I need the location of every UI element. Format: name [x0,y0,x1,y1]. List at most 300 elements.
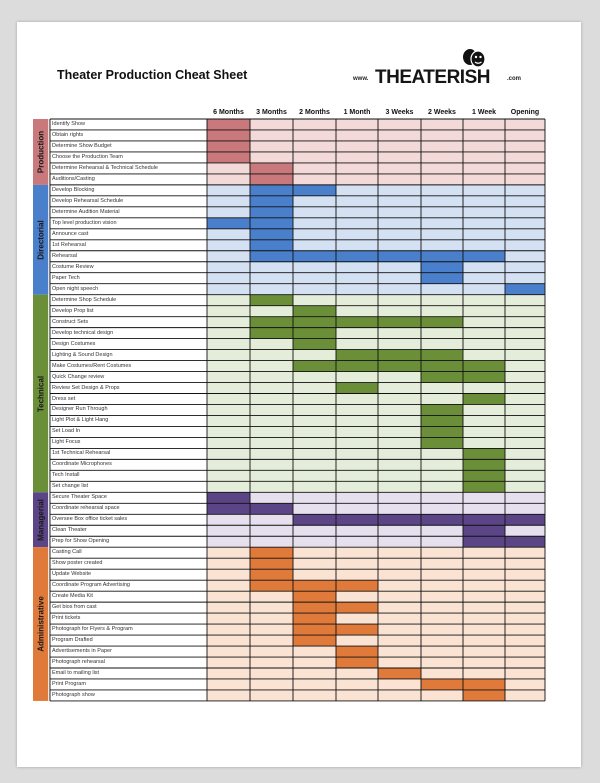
schedule-cell [378,624,421,635]
schedule-cell [293,130,336,141]
schedule-cell [207,163,250,174]
schedule-cell [378,306,421,317]
schedule-cell [207,602,250,613]
schedule-cell-filled [463,470,505,481]
schedule-cell-filled [250,174,293,185]
schedule-cell-filled [293,306,336,317]
schedule-cell [421,130,463,141]
schedule-cell [250,459,293,470]
schedule-cell [250,690,293,701]
schedule-cell [293,262,336,273]
schedule-cell [505,426,545,437]
schedule-cell [421,470,463,481]
schedule-cell-filled [293,580,336,591]
schedule-cell-filled [207,218,250,229]
schedule-cell [463,383,505,394]
task-label: Prep for Show Opening [52,538,110,545]
schedule-cell [421,119,463,130]
schedule-cell [505,251,545,262]
schedule-cell [207,174,250,185]
schedule-cell [207,613,250,624]
schedule-cell [421,635,463,646]
schedule-cell [421,558,463,569]
column-header-7: Opening [510,109,540,116]
schedule-cell [463,185,505,196]
task-label: Announce cast [52,230,89,237]
schedule-cell [336,163,378,174]
schedule-cell [207,514,250,525]
schedule-cell-filled [293,185,336,196]
schedule-cell [505,602,545,613]
schedule-cell [293,383,336,394]
schedule-cell [336,185,378,196]
column-header-5: 2 Weeks [428,109,456,116]
schedule-cell [250,646,293,657]
schedule-cell [463,437,505,448]
schedule-cell [505,503,545,514]
schedule-cell [293,481,336,492]
schedule-cell [207,306,250,317]
schedule-cell [421,525,463,536]
schedule-cell-filled [336,624,378,635]
schedule-cell-filled [293,251,336,262]
schedule-cell [336,394,378,405]
schedule-cell-filled [250,317,293,328]
schedule-cell [378,525,421,536]
schedule-cell [250,470,293,481]
schedule-cell-filled [421,404,463,415]
schedule-cell [378,273,421,284]
schedule-cell [421,591,463,602]
schedule-cell [421,284,463,295]
schedule-cell [336,558,378,569]
schedule-cell [293,536,336,547]
schedule-cell [378,328,421,339]
schedule-cell [336,119,378,130]
schedule-cell [336,372,378,383]
schedule-cell-filled [421,361,463,372]
schedule-cell [505,130,545,141]
schedule-cell [207,536,250,547]
task-label: Lighting & Sound Design [52,351,113,358]
schedule-cell-filled [378,361,421,372]
schedule-cell [336,328,378,339]
schedule-cell [336,679,378,690]
schedule-cell [463,262,505,273]
schedule-cell [378,657,421,668]
schedule-cell [250,284,293,295]
schedule-cell [505,558,545,569]
schedule-cell-filled [463,536,505,547]
schedule-cell [250,404,293,415]
schedule-cell [463,218,505,229]
schedule-cell [336,547,378,558]
schedule-cell [207,295,250,306]
schedule-cell [336,141,378,152]
schedule-cell [505,306,545,317]
schedule-cell [505,394,545,405]
task-label: Choose the Production Team [52,153,123,160]
schedule-cell [250,361,293,372]
schedule-cell [250,525,293,536]
schedule-cell-filled [421,426,463,437]
schedule-cell-filled [421,262,463,273]
schedule-cell [293,657,336,668]
schedule-cell [207,635,250,646]
schedule-cell [505,437,545,448]
schedule-cell [378,448,421,459]
task-label: Construct Sets [52,318,89,325]
schedule-cell-filled [421,679,463,690]
schedule-cell-filled [421,273,463,284]
schedule-cell [250,481,293,492]
schedule-cell [293,394,336,405]
schedule-cell [463,273,505,284]
task-label: Light Focus [52,439,81,446]
schedule-cell [378,690,421,701]
schedule-cell [505,207,545,218]
schedule-cell [336,284,378,295]
schedule-cell [378,426,421,437]
schedule-cell [250,350,293,361]
schedule-cell-filled [463,251,505,262]
schedule-cell [207,207,250,218]
schedule-cell-filled [293,339,336,350]
schedule-cell [250,130,293,141]
schedule-cell [250,657,293,668]
schedule-cell [336,218,378,229]
schedule-cell [463,602,505,613]
task-label: 1st Technical Rehearsal [52,450,111,457]
schedule-cell-filled [250,163,293,174]
schedule-cell [378,196,421,207]
schedule-cell [293,404,336,415]
schedule-cell-filled [250,295,293,306]
schedule-cell [463,635,505,646]
schedule-cell [207,679,250,690]
schedule-cell-filled [250,218,293,229]
schedule-cell [336,437,378,448]
schedule-cell [505,591,545,602]
schedule-cell [463,558,505,569]
schedule-cell [505,613,545,624]
schedule-cell [336,459,378,470]
schedule-cell [463,492,505,503]
task-label: Photograph show [52,691,95,698]
schedule-cell [378,383,421,394]
schedule-cell [463,591,505,602]
schedule-cell [421,174,463,185]
task-label: Review Set Design & Props [52,384,120,391]
schedule-cell [421,448,463,459]
schedule-cell-filled [463,481,505,492]
schedule-cell-filled [250,328,293,339]
schedule-cell [378,372,421,383]
task-label: Print tickets [52,615,81,622]
schedule-cell [378,218,421,229]
schedule-cell [505,481,545,492]
schedule-cell [207,372,250,383]
task-label: Print Program [52,680,86,687]
schedule-cell [336,130,378,141]
task-label: Auditions/Casting [52,175,95,182]
task-label: Design Costumes [52,340,96,347]
schedule-cell [378,262,421,273]
schedule-cell [463,339,505,350]
schedule-cell [207,394,250,405]
schedule-cell [207,284,250,295]
schedule-cell-filled [336,383,378,394]
task-label: Quick Change review [52,373,105,380]
schedule-cell [378,240,421,251]
schedule-cell-filled [293,624,336,635]
schedule-cell [250,668,293,679]
schedule-cell [505,163,545,174]
schedule-cell [505,415,545,426]
schedule-cell [293,668,336,679]
schedule-cell [250,591,293,602]
schedule-cell [207,558,250,569]
task-label: Secure Theater Space [52,494,107,501]
schedule-cell [293,284,336,295]
schedule-cell-filled [336,361,378,372]
schedule-cell [293,437,336,448]
schedule-cell-filled [250,229,293,240]
schedule-cell [505,218,545,229]
schedule-cell [250,415,293,426]
schedule-cell [421,668,463,679]
schedule-cell [378,174,421,185]
schedule-cell [505,229,545,240]
task-label: Designer Run Through [52,406,108,413]
schedule-cell-filled [293,635,336,646]
schedule-cell [293,569,336,580]
schedule-cell [293,240,336,251]
schedule-cell [421,328,463,339]
schedule-cell [463,130,505,141]
schedule-cell [207,668,250,679]
schedule-cell [336,591,378,602]
task-label: Program Drafted [52,637,93,644]
schedule-cell [378,295,421,306]
schedule-cell [421,240,463,251]
schedule-cell [378,119,421,130]
schedule-cell-filled [336,514,378,525]
schedule-cell [207,580,250,591]
schedule-cell [421,602,463,613]
schedule-cell-filled [421,251,463,262]
schedule-cell [378,470,421,481]
schedule-cell [207,350,250,361]
schedule-cell-filled [378,514,421,525]
schedule-cell [207,383,250,394]
schedule-cell [293,646,336,657]
schedule-cell [421,218,463,229]
schedule-cell [421,339,463,350]
schedule-cell [378,635,421,646]
schedule-cell-filled [463,525,505,536]
schedule-cell [463,503,505,514]
schedule-cell-filled [250,185,293,196]
schedule-cell [207,624,250,635]
schedule-cell [421,481,463,492]
schedule-cell [421,185,463,196]
schedule-cell-filled [336,646,378,657]
schedule-cell-filled [378,251,421,262]
schedule-cell [207,448,250,459]
schedule-cell [463,547,505,558]
schedule-cell [505,339,545,350]
schedule-cell [463,174,505,185]
schedule-cell [250,119,293,130]
schedule-cell [207,547,250,558]
schedule-cell [378,547,421,558]
schedule-cell [463,295,505,306]
schedule-cell [421,503,463,514]
schedule-cell [207,196,250,207]
schedule-cell [336,152,378,163]
schedule-cell [207,404,250,415]
schedule-cell [505,525,545,536]
schedule-cell [505,141,545,152]
logo-prefix: www. [353,76,369,82]
schedule-cell-filled [421,317,463,328]
schedule-cell [505,646,545,657]
schedule-cell [336,569,378,580]
schedule-cell [336,240,378,251]
schedule-cell [293,207,336,218]
schedule-cell [505,317,545,328]
schedule-cell [421,459,463,470]
task-label: Make Costumes/Rent Costumes [52,362,132,369]
schedule-cell [207,229,250,240]
schedule-cell-filled [421,437,463,448]
schedule-cell [378,437,421,448]
schedule-cell-filled [421,350,463,361]
schedule-cell [378,613,421,624]
column-header-1: 3 Months [256,109,287,116]
schedule-cell-filled [250,207,293,218]
schedule-cell [421,624,463,635]
schedule-cell [207,591,250,602]
schedule-cell [463,657,505,668]
schedule-cell [421,580,463,591]
schedule-cell [421,569,463,580]
task-label: Coordinate Program Advertising [52,582,130,589]
schedule-cell-filled [463,679,505,690]
schedule-cell [378,185,421,196]
schedule-cell [207,185,250,196]
schedule-cell [250,273,293,284]
schedule-cell-filled [505,536,545,547]
schedule-cell [293,350,336,361]
task-label: Obtain rights [52,131,84,138]
schedule-cell [421,229,463,240]
schedule-cell [463,624,505,635]
task-label: Identify Show [52,121,86,127]
schedule-cell [505,295,545,306]
schedule-cell [207,459,250,470]
schedule-cell [336,470,378,481]
schedule-cell [505,273,545,284]
schedule-cell [250,394,293,405]
schedule-cell [505,492,545,503]
schedule-cell [293,141,336,152]
schedule-cell [293,163,336,174]
schedule-cell [505,404,545,415]
schedule-cell [250,141,293,152]
schedule-cell [463,646,505,657]
schedule-cell [250,339,293,350]
schedule-cell [463,580,505,591]
task-label: Create Media Kit [52,593,93,600]
schedule-cell [293,492,336,503]
schedule-cell [207,646,250,657]
schedule-cell [207,481,250,492]
page-title: Theater Production Cheat Sheet [57,68,248,82]
schedule-cell [250,613,293,624]
schedule-cell [463,350,505,361]
schedule-cell-filled [336,657,378,668]
task-label: Develop technical design [52,329,114,336]
schedule-cell [505,350,545,361]
schedule-cell [463,306,505,317]
schedule-cell-filled [207,503,250,514]
schedule-cell [421,536,463,547]
schedule-cell [336,613,378,624]
schedule-cell-filled [293,514,336,525]
schedule-cell-filled [463,372,505,383]
schedule-cell [378,152,421,163]
schedule-cell [378,591,421,602]
schedule-cell-filled [463,361,505,372]
schedule-cell-filled [293,591,336,602]
task-label: Clean Theater [52,527,87,534]
schedule-cell-filled [250,251,293,262]
schedule-cell [378,404,421,415]
schedule-cell [463,141,505,152]
schedule-cell [505,240,545,251]
schedule-cell [505,679,545,690]
schedule-cell [207,426,250,437]
schedule-cell [378,503,421,514]
schedule-cell [250,602,293,613]
logo-name: THEATERISH [375,67,490,88]
task-label: Costume Review [52,263,94,270]
schedule-cell [463,240,505,251]
schedule-cell-filled [421,514,463,525]
schedule-cell [293,196,336,207]
schedule-cell-filled [207,119,250,130]
schedule-cell-filled [463,394,505,405]
schedule-cell [378,602,421,613]
schedule-cell [378,141,421,152]
schedule-cell [293,229,336,240]
schedule-cell-filled [336,580,378,591]
schedule-cell [463,404,505,415]
schedule-cell [207,339,250,350]
schedule-cell [207,328,250,339]
schedule-cell [293,547,336,558]
schedule-cell [378,481,421,492]
schedule-cell-filled [293,361,336,372]
schedule-cell [293,152,336,163]
schedule-cell-filled [207,141,250,152]
schedule-cell [378,284,421,295]
section-label: Technical [36,375,45,412]
schedule-cell [336,536,378,547]
schedule-cell-filled [207,492,250,503]
